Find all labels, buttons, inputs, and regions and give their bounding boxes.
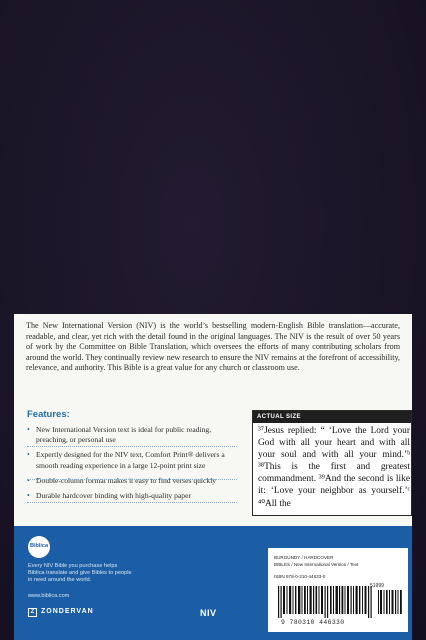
publisher-name: ZONDERVAN — [41, 608, 94, 615]
feature-text: Double-column format makes it easy to find verses quickly — [36, 475, 217, 485]
feature-item — [27, 450, 237, 470]
isbn-label: ISBN 978-0-310-44633-0 — [274, 574, 326, 579]
feature-text: Durable hardcover binding with high-quality paper — [36, 491, 191, 501]
features-list — [27, 425, 237, 506]
actual-size-label: ACTUAL SIZE — [253, 411, 411, 423]
feature-text: Expertly designed for the NIV text, Comfort Print® delivers a smooth reading experience in a large 12-point print size — [36, 450, 225, 470]
biblica-logo-text: Biblica — [29, 543, 49, 549]
description-text: The New International Version (NIV) is the world’s bestselling modern-English Bible translation—accurate, readable, and clear, yet rich with the detail found in the original languages. The NIV is the result of over 50 years of work by the Committee on Bible Translation, which oversees the efforts of many contributing scholars from around the world. They continually review new research to ensure the NIV remains at the forefront of accessibility, relevance, and authority. This Bible is a great value for any church or classroom use. — [26, 321, 400, 373]
bullet-icon: • — [27, 450, 30, 460]
feature-item — [27, 491, 237, 501]
sample-verse-text: ³⁷Jesus replied: “ ‘Love the Lord your God with all your heart and with all your soul and with all your mind.’ᵇ ³⁸This is the first and greatest commandment. ³⁹And the second is like it: ‘Love your neighbor as yourself.’ᶜ ⁴⁰All the — [258, 426, 410, 509]
barcode-icon — [274, 586, 414, 620]
biblica-logo — [28, 536, 50, 558]
biblica-message: Every NIV Bible you purchase helps Biblica translate and give Bibles to people in need around the world. — [28, 563, 132, 583]
feature-text: New International Version text is ideal for public reading, preaching, or personal use — [36, 425, 212, 445]
biblica-url: www.biblica.com — [28, 593, 70, 599]
price-code: 51999 — [370, 583, 384, 589]
feature-item — [27, 476, 237, 486]
bullet-icon: • — [27, 475, 30, 485]
actual-size-sample — [252, 410, 412, 516]
divider — [27, 446, 237, 447]
zondervan-logo-icon: Z — [28, 608, 37, 617]
niv-logo: NIV — [200, 608, 217, 618]
bullet-icon: • — [27, 425, 30, 434]
category-line: BIBLES / New International Version / Text — [274, 562, 359, 567]
divider — [27, 502, 237, 503]
divider — [27, 479, 237, 480]
category-line: BURGUNDY / HARDCOVER — [274, 555, 334, 560]
features-heading: Features: — [27, 409, 70, 420]
bullet-icon: • — [27, 491, 30, 501]
feature-item — [27, 425, 237, 445]
isbn-digits: 9 780310 446330 — [281, 619, 345, 626]
